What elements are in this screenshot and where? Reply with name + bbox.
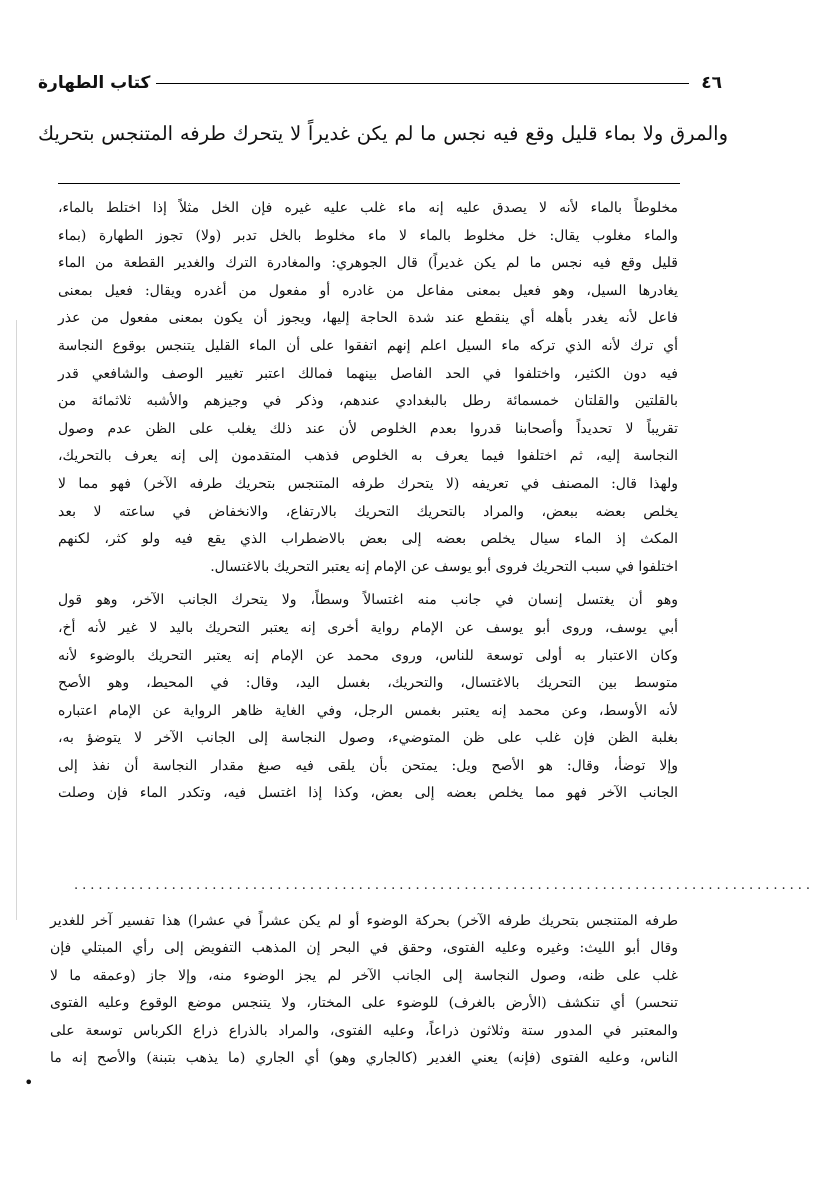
commentary-line: لأنه الأوسط، وعن محمد إنه يعتبر بغمس الرجل، وفي الغاية ظاهر الرواية عن الإمام اعتباره [58,702,678,719]
matn-separator-rule [58,183,680,184]
commentary-line: فاعل لأنه يغدر بأهله أي ينقطع عند شدة الحاجة إليها، ويجوز أن يكون بمعنى مفعول من عذر [58,310,678,327]
commentary-line: وكان الاعتبار به أولى توسعة للناس، وروى محمد عن الإمام إنه يعتبر التحريك بالوضوء لأنه [58,647,678,664]
commentary-line: يغادرها السيل، وهو فعيل بمعنى مفاعل من غادره أو مفعول من أغدره ويقال: فعيل بمعنى [58,282,678,299]
header-rule [156,83,689,84]
commentary-paragraph-1 [58,195,678,581]
commentary-line: يخلص بعضه ببعض، والمراد بالتحريك التحريك بالارتفاع، والانخفاض في ساعته لا بعد [58,503,678,520]
running-title: كتاب الطهارة [38,73,151,93]
page-header [38,68,722,98]
page-number: ٤٦ [701,73,722,93]
commentary-line: قليل وقع فيه نجس ما لم يكن غديراً) قال الجوهري: والمغادرة الترك والغدير القطعة من الماء [58,255,678,272]
commentary-line: النجاسة إليه، ثم اختلفوا فيما يعرف به الخلوص فذهب المتقدمون إلى إنه يعرف بالتحريك، [58,448,678,465]
commentary-line: وهو أن يغتسل إنسان في جانب منه اغتسالاً وسطاً، ولا يتحرك الجانب الآخر، وهو قول [58,592,678,609]
scan-margin-line [16,320,17,920]
gloss-line: طرفه المتنجس بتحريك طرفه الآخر) بحركة الوضوء أو لم يكن عشراً في عشرا) هذا تفسير آخر للغدير [50,913,678,929]
commentary-line: الجانب الآخر فهو مما يخلص بعضه إلى بعض، وكذا إذا اغتسل فيه، وتكدر الماء فإن وصلت [58,785,678,802]
commentary [58,195,678,808]
commentary-line: تقريباً لا تحديداً وأصحابنا قدروا بعدم الخلوص لأن عند ذلك يغلب على الظن عدم وصول [58,420,678,437]
commentary-line: ولهذا قال: المصنف في تعريفه (لا يتحرك طرفه المتنجس بتحريك طرفه الآخر) فهو مما لا [58,475,678,492]
commentary-line: بالقلتين والقلتان خمسمائة رطل بالبغدادي عندهم، وذكر في وجيزهم والأشبه ثلاثمائة من [58,393,678,410]
gloss-line: الناس، وعليه الفتوى (فإنه) يعني الغدير (كالجاري وهو) أي الجاري (ما يذهب بتبنة) والأصح إنه ما [50,1049,678,1066]
commentary-line: وإلا توضأ، وقال: هو الأصح ويل: يمتحن بأن يلقى فيه صبغ مقدار النجاسة أن نفذ إلى [58,757,678,774]
commentary-paragraph-2 [58,587,678,808]
gloss-line: تنحسر) أي تنكشف (الأرض بالغرف) للوضوء على المختار، ولا يتنجس موضع الوقوع وعليه الفتوى [50,995,678,1012]
commentary-line: فيه دون الكثير، واختلفوا في الحد الفاصل بينهما فمالك اعتبر تغيير الوصف والشافعي قدر [58,365,678,382]
commentary-line: بغلبة الظن فإن غلب على ظن المتوضيء، وصول النجاسة إلى الجانب الآخر لا يتوضؤ به، [58,730,678,747]
commentary-line: المكث إذ الماء سيال يخلص بعضه إلى بعض بالاضطراب الذي يقع فيه ولو كثر، لكنهم [58,531,678,548]
commentary-line: اختلفوا في سبب التحريك فروى أبو يوسف عن الإمام إنه يعتبر التحريك بالاغتسال. [210,558,678,575]
gloss-line: غلب على ظنه، وصول النجاسة إلى الجانب الآخر لم يجز الوضوء منه، وإلا جاز (وعمقه ما لا [50,967,678,984]
margin-bullet-mark: • [24,1073,34,1092]
footnote-gloss [50,908,678,1072]
commentary-line: والماء مغلوب يقال: خل مخلوط بالماء لا ماء مخلوط بالخل تدبر (ولا) تجوز الطهارة (بماء [58,227,678,244]
footnote-separator-dots: ........................................................................................... [74,878,814,893]
commentary-line: مخلوطاً بالماء لأنه لا يصدق عليه إنه ماء غلب عليه غيره فإن الخل مثلاً إذا اختلط بالماء، [58,200,678,216]
commentary-line: أي ترك لأنه الذي تركه ماء السيل اعلم إنهم اتفقوا على أن الماء القليل يتنجس بوقوع النجاسة [58,337,678,354]
commentary-line: أبي يوسف، وروى أبو يوسف عن الإمام رواية أخرى إنه يعتبر التحريك باليد لا غير لأنه أخ، [58,619,678,636]
matn-text: والمرق ولا بماء قليل وقع فيه نجس ما لم يكن غديراً لا يتحرك طرفه المتنجس بتحريك [38,122,728,145]
gloss-line: والمعتبر في المدور ستة وثلاثون ذراعاً، وعليه الفتوى، والمراد بالذراع ذراع الكرباس توسعة على [50,1022,678,1039]
commentary-line: متوسط بين التحريك بالاغتسال، والتحريك، بغسل اليد، وقال: في المحيط، وهو الأصح [58,675,678,692]
gloss-line: وقال أبو الليث: وغيره وعليه الفتوى، وحقق في البحر إن المذهب التفويض إلى رأي المبتلي فإن [50,940,678,957]
